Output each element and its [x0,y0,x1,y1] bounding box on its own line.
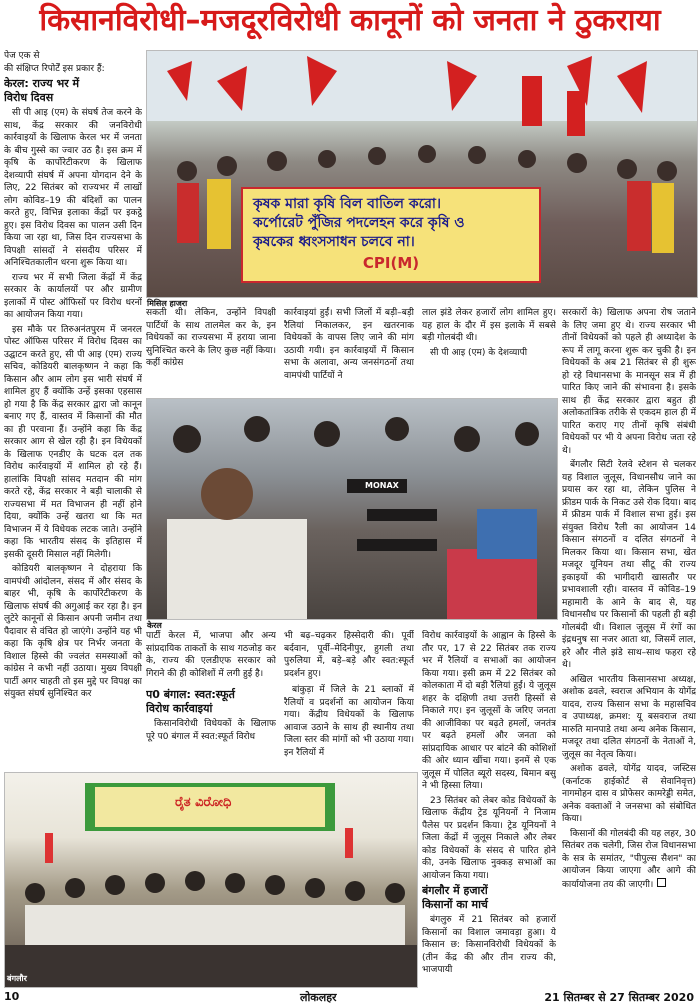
column-3-top [284,307,414,397]
photo-caption-3: बंगलौर [7,974,27,983]
column-2-top [146,307,276,397]
page-number: 10 [4,990,20,1003]
photo-press-conference [146,398,558,620]
column-1 [4,50,142,770]
banner-line-3: কৃষকের ধ্বংসসাধন চলবে না। [253,234,415,250]
col4-top-text: लाल झंडे लेकर हजारों लोग शामिल हुए। यह हाल के दौर में इस इलाके में सबसे बड़ी गोलबंदी थी। [422,308,556,343]
column-4-top [422,307,556,397]
intro: पेज एक से की संक्षिप्त रिपोर्टें इस प्रकार हैं: [4,51,105,74]
column-2-mid [146,630,276,770]
col2-top-text: सकती थी। लेकिन, उन्होंने विपक्षी पार्टियों के साथ तालमेल कर के, इन विधेयकों का राज्यसभा में हराया जाना सुनिश्चित करने के लिए कुछ नहीं किया। कहीं कांग्रेस [146,308,276,368]
col5-paragraph-4: अशोक ढवले, योगेंद्र यादव, जस्टिस (कर्नाटक हाईकोर्ट से सेवानिवृत्त) नागमोहन दास व प्रोफेसर कामरेड्डी समेत, अनेक वक्ताओं ने जनसभा को संबोधित किया। [562,764,696,824]
column-3-mid [284,630,414,770]
kerala-paragraph-1: सी पी आइ (एम) के संघर्ष तेज करने के साथ, केंद्र सरकार की जनविरोधी कार्रवाइयों के खिलाफ केरल भर में जनता के बीच गुस्से का ज्वार उठ है। इस क्रम में कृषि के कार्पोरेटीकरण के खिलाफ देशव्यापी संघर्ष में अपना योगदान देने के लिए, 22 सितंबर को राज्यभर में लाखों लोग कोविड–19 की बंदिशों का पालन करते हुए, विभिन्न इलाका केंद्रों पर इकट्ठे हुए। इस विरोध दिवस का पालन उसी दिन किया जा रहा था, जिस दिन राज्यसभा के विपक्षी सांसदों ने संसदीय परिसर में अनिश्चितकालीन धरना शुरू किया था। [4,108,142,268]
banner-party: CPI(M) [362,254,420,272]
photo-bangalore-rally [4,772,418,988]
banner-line-2: কর্পোরেট পুঁজির পদলেহন করে কৃষি ও [253,215,465,231]
col5-paragraph-5-text: किसानों की गोलबंदी की यह लहर, 30 सितंबर तक चलेगी, जिस रोज विधानसभा के सत्र के समांतर, "पीपुल्स सैशन" का आयोजन किया जाएगा और आगे की कार्यायोजना तय की जाएगी। [562,828,696,890]
col4-mid-paragraph-1: विरोध कार्रवाइयों के आह्वान के हिस्से के तौर पर, 17 से 22 सितंबर तक राज्य भर में रैलियों व सभाओं का आयोजन किया गया। इसी क्रम में 22 सितंबर को कोलकाता में दो बड़ी रैलियां हुईं। ये जुलूस शहर के दक्षिणी तथा उत्तरी हिस्सों से निकाले गए। इन जुलूसों के जरिए जनता की आजीविका पर बढ़ते हमलों, जनतंत्र पर बढ़ते हमलों और जनता को सांप्रदायिक आधार पर बांटने की कोशिशों की ओर ध्यान खींचा गया। इनमें से एक जुलूस में पोलित ब्यूरो सदस्य, बिमान बसु ने भी हिस्सा लिया। [422,631,556,791]
col2-mid-text: पार्टी केरल में, भाजपा और अन्य सांप्रदायिक ताकतों के साथ गठजोड़ कर के, राज्य की एलडीएफ सरकार को गिराने की ही कोशिशों में लगी हुई है। [146,631,276,679]
bangalore-heading: बंगलौर में हजारों किसानों का मार्च [422,884,488,911]
press-conference-illustration [147,399,557,619]
rally-banner-text: ರೈತ ವಿರೋಧಿ [175,795,232,810]
bengali-protest-banner [241,187,541,283]
column-5 [562,307,696,987]
end-mark-icon [657,878,666,887]
col3-mid-paragraph-1: भी बढ़–चढ़कर हिस्सेदारी की। पूर्वी बर्दवान, पूर्वी–मेदिनीपुर, हुगली तथा पुरुलिया में, बड़े–बड़े और स्वत:स्फूर्त प्रदर्शन हुए। [284,631,414,679]
issue-date: 21 सितम्बर से 27 सितम्बर 2020 [544,991,694,1004]
kerala-paragraph-2: राज्य भर में सभी जिला केंद्रों में केंद्र सरकार के कार्यालयों पर और ग्रामीण इलाकों में पोस्ट ऑफिसों पर विरोध धरनों का आयोजन किया गया। [4,272,142,320]
col5-paragraph-5 [562,828,696,892]
headline: किसानविरोधी–मजदूरविरोधी कानूनों को जनता ने ठुकराया [39,3,661,38]
col5-paragraph-3: अखिल भारतीय किसानसभा अध्यक्ष, अशोक ढवले, स्वराज अभियान के योगेंद्र यादव, राज्य किसान सभा के महासचिव व उपाध्यक्ष, क्रमश: यू बसवराज तथा मारुति मानपाडे तथा अन्य अनेक किसान, मजदूर तथा दलित संगठनों के नेताओं ने, जुलूस का नेतृत्व किया। [562,674,696,760]
col2-mid-text-2: किसानविरोधी विधेयकों के खिलाफ पूरे प0 बंगाल में स्वत:स्फूर्त विरोध [146,719,276,742]
paper-name: लोकलहर [300,991,337,1004]
mic-label: MONAX [365,481,399,490]
col5-paragraph-1: सरकारों के) खिलाफ अपना रोष जताने के लिए जमा हुए थे। राज्य सरकार भी तीनों विधेयकों को पहले ही अध्यादेश के रूप में लागू करना शुरू कर चुकी है। इन विधेयकों के अब 21 सितंबर से ही शुरू हो रहे विधानसभा के मानसून सत्र में ही पारित किए जाने की संभावना है। इसके साथ ही केंद्र सरकार द्वारा बहुत ही अलोकतांत्रिक तरीके से एकदम हाल ही में पारित कराए गए तीनों कृषि संबंधी विधेयकों पर भी ये अपना विरोध जता रहे थे। [562,308,696,456]
west-bengal-heading: प0 बंगाल: स्वत:स्फूर्त विरोध कार्रवाइयां [146,688,235,715]
col4-bottom-text: बंगलुरु में 21 सितंबर को हजारों किसानों का विशाल जमावड़ा हुआ। ये किसान छ: किसानविरोधी विधेयकों के (तीन केंद्र की और तीन राज्य की, भाजपायी [422,915,556,975]
col4-mid-paragraph-2: 23 सितंबर को लेबर कोड विधेयकों के खिलाफ केंद्रीय ट्रेड यूनियनों ने निजाम पैलेस पर प्रदर्शन किया। ट्रेड यूनियनों ने जिला केंद्रों में जुलूस निकाले और लेबर कोड विधेयकों के संसद से पारित होने की, उनके खिलाफ नुक्कड़ सभाओं का आयोजन किया गया। [422,795,556,881]
column-4-mid [422,630,556,988]
col4-top-text-2: सी पी आइ (एम) के देशव्यापी [430,347,528,358]
banner-line-1: কৃষক মারা কৃষি বিল বাতিল করো। [253,196,442,212]
col3-mid-paragraph-2: बांकुड़ा में जिले के 21 ब्लाकों में रैलियों व प्रदर्शनों का आयोजन किया गया। केंद्रीय विधेयकों के खिलाफ आवाज उठाने के साथ ही स्थानीय तथा जिला स्तर की मांगों को भी उठाया गया। इन रैलियों में [284,685,414,758]
kerala-heading: केरल: राज्य भर में विरोध दिवस [4,77,80,104]
photo-caption-2: केरल [147,621,162,630]
col5-paragraph-2: बेंगलौर सिटी रेलवे स्टेशन से चलकर यह विशाल जुलूस, विधानसौध जाने का प्रयास कर रहा था, लेकिन पुलिस ने फ्रीडम पार्क के निकट उसे रोक दिया। बाद में फ्रीडम पार्क में विशाल सभा हुई। इस संयुक्त विरोध रैली का आयोजन 14 किसान संगठनों व दलित संगठनों ने मिलकर किया था। किसान सभा, खेत मजदूर यूनियन तथा सीटू की राज्य इकाइयों की भागीदारी खासतौर पर प्रभावशाली रही। वास्तव में कोविड–19 महामारी के आने के बाद से, यह विधानसौध पर किसानों की पहली ही बड़ी गोलबंदी थी। विशाल जुलूस में रंगों का इंद्रधनुष सा नजर आता था, जिसमें लाल, हरे और नीले झंडे साथ–साथ फहरा रहे थे। [562,460,696,670]
kerala-paragraph-4: कोडियरी बालकृष्णन ने दोहराया कि वामपंथी आंदोलन, संसद में और संसद के बाहर भी, कृषि के कार्पोरेटीकरण के खिलाफ संघर्ष की अगुआई कर रहा है। इन लुटेरे कानूनों से किसान अपनी जमीन तथा पैदावार से वंचित हो जाएंगे। उन्होंने यह भी कहा कि कृषि क्षेत्र पर निर्भर जनता के विशाल हिस्से की ज्वलंत समस्याओं को कांग्रेस ने कभी नहीं उठाया। मुख्य विपक्षी पार्टी अगर चाहती तो इस मुद्दे पर विपक्ष का संयुक्त संघर्ष सुनिश्चित कर [4,564,142,699]
photo-caption-1: मिसिल हाजरा [147,299,188,308]
photo-protest-march [146,50,698,298]
kerala-paragraph-3: इस मौके पर तिरुअनंतपुरम में जनरल पोस्ट ऑफिस परिसर में विरोध दिवस का उद्घाटन करते हुए, सी पी आइ (एम) राज्य सचिव, कोडियरी बालकृष्णन ने कहा कि किसान और आम लोग इस भारी संघर्ष में शामिल हुए हैं क्योंकि उन्हें इसका एहसास हो गया है कि केंद्र सरकार द्वारा जो कानून बनाए गए हैं, वास्तव में किसानों की मौत का ही परवाना हैं। उन्होंने कहा कि केंद्र सरकार आग से खेल रही है। इन विधेयकों के खिलाफ एनडीए के घटक दल तक विरोध कार्रवाइयों में शामिल हो रहे हैं। हालांकि विपक्षी सांसद मतदान की मांग करते रहे, केंद्र सरकार ने बड़ी चालाकी से राज्यसभा में मत विभाजन ही नहीं होने दिया, क्योंकि उन्हें खतरा था कि मत विभाजन में ये विधेयक लटक जाते। उन्होंने कहा कि भारतीय संसद के इतिहास में इसकी दूसरी मिसाल नहीं मिलेगी। [4,324,142,560]
col3-top-text: कार्रवाइयां हुईं। सभी जिलों में बड़ी–बड़ी रैलियां निकालकर, इन खतरनाक विधेयकों के वापस लिए जाने की मांग उठायी गयी। इन कार्रवाइयों में किसान सभा के अलावा, अन्य जनसंगठनों तथा वामपंथी पार्टियों ने [284,308,414,381]
